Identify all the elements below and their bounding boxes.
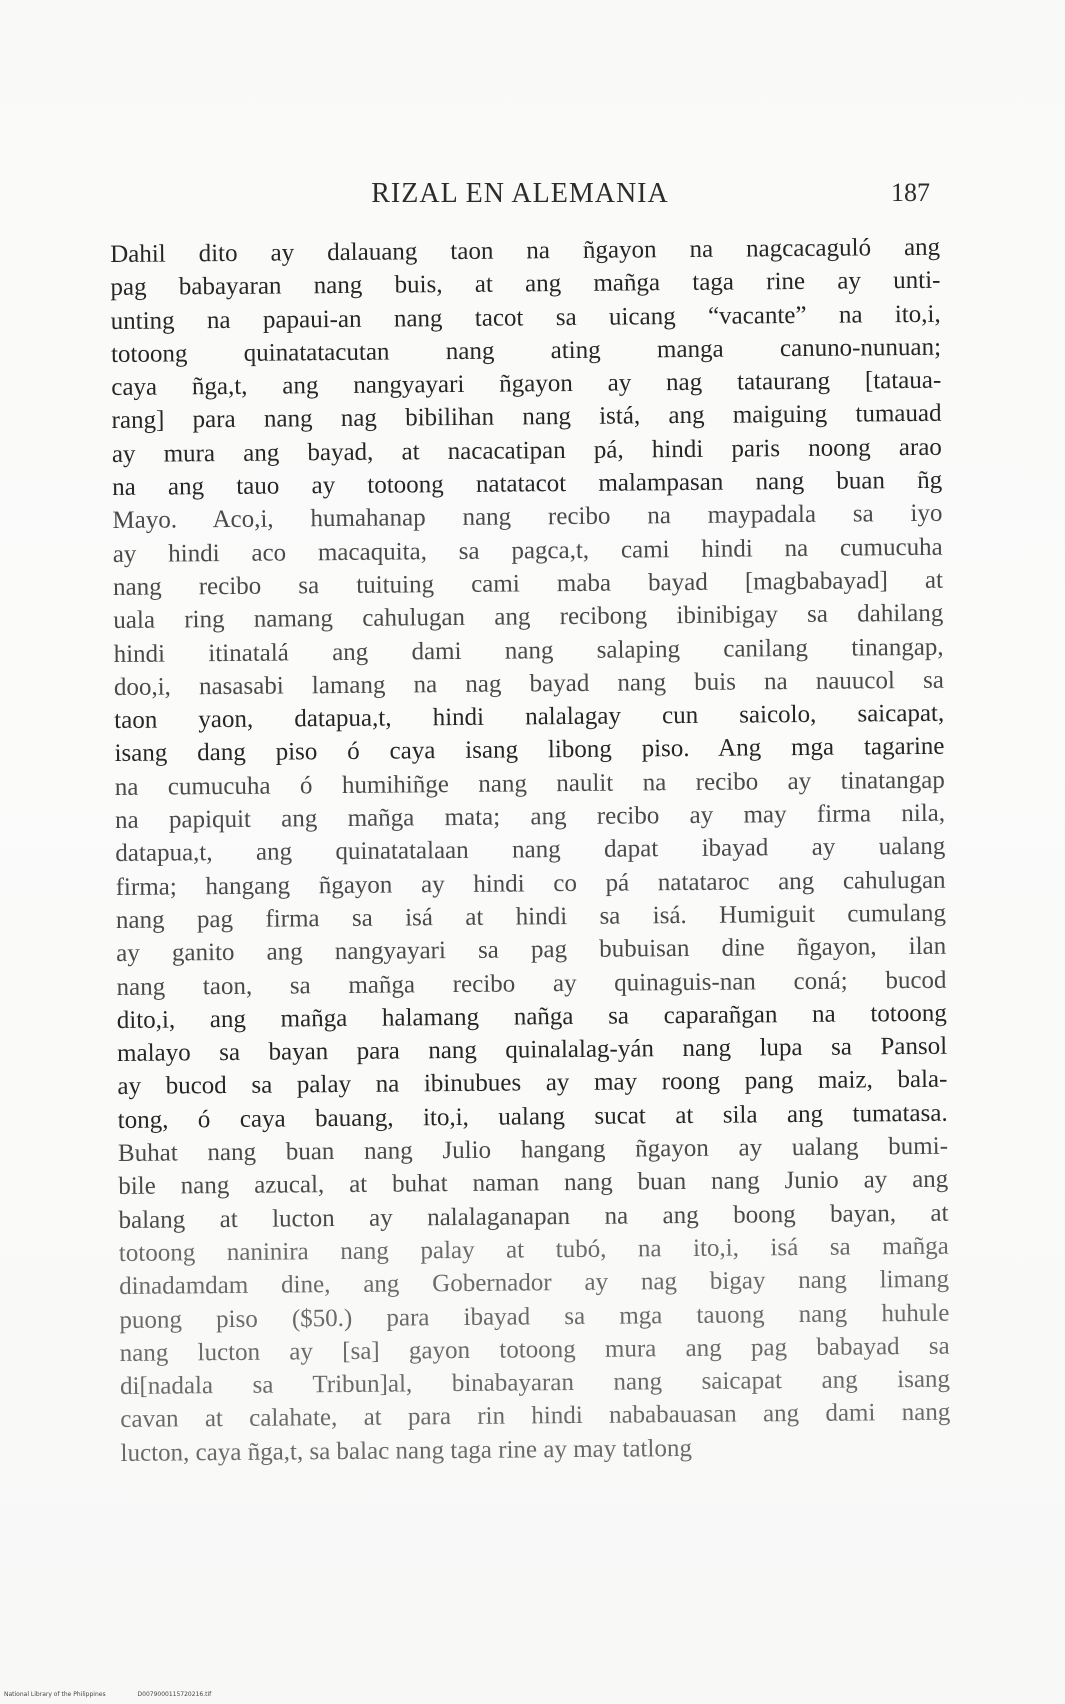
text-line: lucton, caya ñga,t, sa balac nang taga rine ay may tatlong [120, 1434, 693, 1467]
text-line: rang] para nang nag bibilihan nang istá, ang maiguing tumauad [111, 400, 942, 435]
text-line: puong piso ($50.) para ibayad sa mga tauong nang huhule [119, 1299, 950, 1334]
text-line: di[nadala sa Tribun]al, binabayaran nang saicapat ang isang [119, 1365, 951, 1401]
text-line: balang at lucton ay nalalaganapan na ang boong bayan, at [118, 1199, 949, 1234]
scan-credit [4, 1691, 241, 1698]
text-line: Buhat nang buan nang Julio hangang ñgayon ay ualang bumi- [117, 1132, 949, 1167]
text-line: isang dang piso ó caya isang libong piso. Ang mga tagarine [114, 733, 945, 768]
text-line: caya ñga,t, ang nangyayari ñgayon ay nag tataurang [tataua- [111, 366, 942, 402]
text-line: ay mura ang bayad, at nacacatipan pá, hindi paris noong arao [111, 433, 942, 468]
text-line: nang taon, sa mañga recibo ay quinaguis-nan coná; bucod [116, 966, 947, 1001]
text-line: unting na papaui-an nang tacot sa uicang “vacante” na ito,i, [110, 300, 941, 335]
text-line: datapua,t, ang quinatatalaan nang dapat ibayad ay ualang [115, 833, 946, 868]
text-line: firma; hangang ñgayon ay hindi co pá natataroc ang cahulugan [115, 866, 946, 901]
text-line: na ang tauo ay totoong natatacot malampasan nang buan ñg [112, 466, 943, 502]
text-line: dito,i, ang mañga halamang nañga sa caparañgan na totoong [116, 999, 947, 1034]
text-line: na cumucuha ó humihiñge nang naulit na recibo ay tinatangap [114, 766, 945, 801]
chapter-title: RIZAL EN ALEMANIA [371, 178, 669, 209]
text-line: ay ganito ang nangyayari sa pag bubuisan dine ñgayon, ilan [116, 932, 947, 968]
text-line: tong, ó caya bauang, ito,i, ualang sucat at sila ang tumatasa. [117, 1099, 948, 1134]
text-line: na papiquit ang mañga mata; ang recibo ay may firma nila, [114, 799, 946, 835]
scan-file-id: D0079000115720216.tif [137, 1691, 212, 1698]
text-line: taon yaon, datapua,t, hindi nalalagay cun saicolo, saicapat, [114, 699, 945, 735]
text-line: uala ring namang cahulugan ang recibong ibinibigay sa dahilang [113, 600, 944, 635]
running-head [110, 178, 930, 218]
text-line: pag babayaran nang buis, at ang mañga taga rine ay unti- [110, 267, 941, 302]
text-line: Mayo. Aco,i, humahanap nang recibo na maypadala sa iyo [112, 500, 943, 535]
text-line: cavan at calahate, at para rin hindi nababauasan ang dami nang [120, 1399, 951, 1434]
text-line: malayo sa bayan para nang quinalalag-yán nang lupa sa Pansol [116, 1032, 948, 1068]
text-line: nang lucton ay [sa] gayon totoong mura ang pag babayad sa [119, 1332, 950, 1367]
text-line: nang recibo sa tuituing cami maba bayad [magbabayad] at [112, 566, 944, 601]
text-line: nang pag firma sa isá at hindi sa isá. Humiguit cumulang [115, 899, 947, 934]
body-text [110, 231, 951, 1470]
text-line: totoong quinatatacutan nang ating manga canuno-nunuan; [110, 333, 942, 368]
text-line: ay bucod sa palay na ibinubues ay may roong pang maiz, bala- [117, 1066, 948, 1101]
text-line: dinadamdam dine, ang Gobernador ay nag bigay nang limang [119, 1265, 950, 1301]
page-number: 187 [891, 178, 930, 207]
text-line: doo,i, nasasabi lamang na nag bayad nang buis na nauucol sa [113, 666, 945, 701]
text-line: hindi itinatalá ang dami nang salaping canilang tinangap, [113, 633, 944, 668]
text-line: ay hindi aco macaquita, sa pagca,t, cami hindi na cumucuha [112, 533, 943, 568]
text-line: totoong naninira nang palay at tubó, na ito,i, isá sa mañga [118, 1232, 949, 1267]
library-credit: National Library of the Philippines [4, 1691, 106, 1698]
text-line: bile nang azucal, at buhat naman nang buan nang Junio ay ang [118, 1166, 949, 1201]
text-line: Dahil dito ay dalauang taon na ñgayon na nagcacaguló ang [110, 233, 941, 268]
